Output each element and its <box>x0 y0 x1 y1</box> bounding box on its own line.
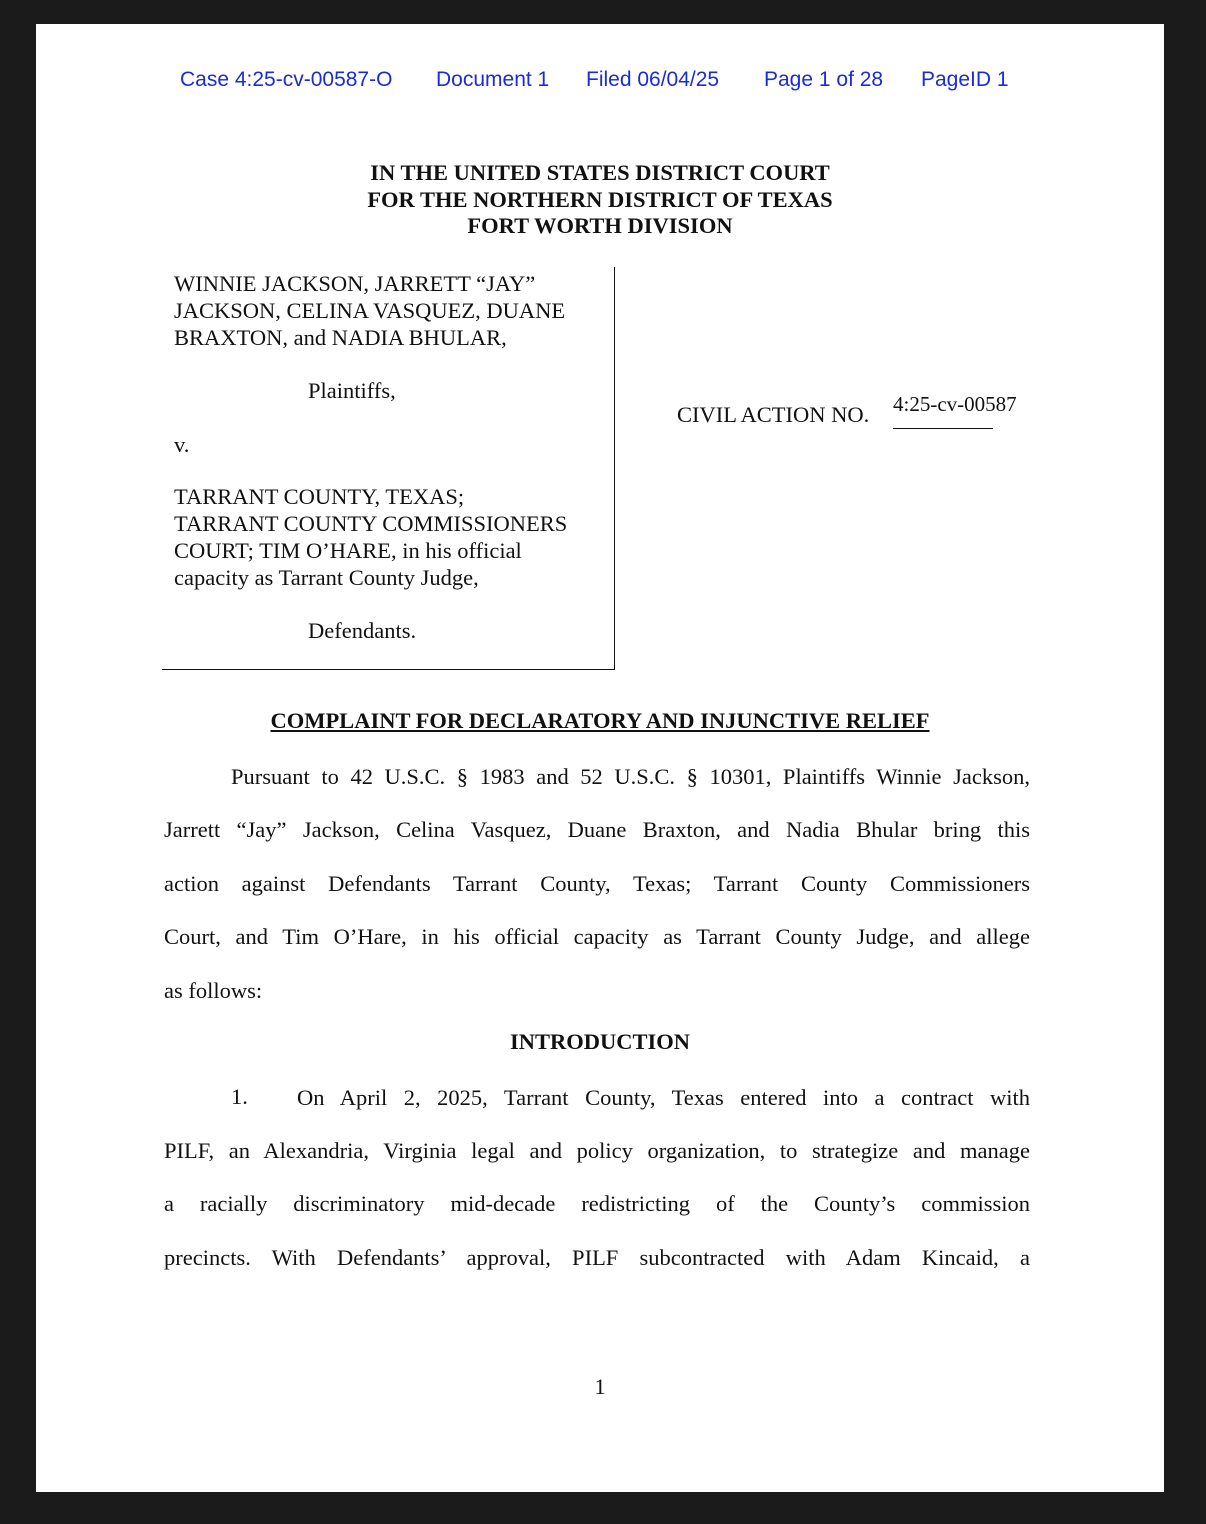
versus-label: v. <box>174 432 190 457</box>
defendants-names <box>174 483 567 591</box>
court-title-line: IN THE UNITED STATES DISTRICT COURT <box>370 160 830 185</box>
defendants-line: capacity as Tarrant County Judge, <box>174 565 479 590</box>
page-number: 1 <box>594 1374 606 1399</box>
intro-paragraph-line: as follows: <box>164 978 263 1003</box>
document-number-stamp: Document 1 <box>436 68 550 91</box>
section-heading-introduction: INTRODUCTION <box>509 1029 691 1054</box>
paragraph-1-line: PILF, an Alexandria, Virginia legal and policy organization, to strategize and manage <box>164 1138 1030 1163</box>
intro-paragraph-line: Court, and Tim O’Hare, in his official capacity as Tarrant County Judge, and allege <box>164 924 1030 949</box>
paragraph-number: 1. <box>231 1084 248 1109</box>
court-title-line: FORT WORTH DIVISION <box>467 213 733 238</box>
defendants-line: TARRANT COUNTY COMMISSIONERS <box>174 511 568 536</box>
case-number-stamp: Case 4:25-cv-00587-O <box>180 68 393 91</box>
case-number-blank-line <box>893 428 993 429</box>
intro-paragraph-line: Pursuant to 42 U.S.C. § 1983 and 52 U.S.C. § 10301, Plaintiffs Winnie Jackson, <box>231 764 1030 789</box>
complaint-title: COMPLAINT FOR DECLARATORY AND INJUNCTIVE RELIEF <box>270 708 930 733</box>
defendants-line: TARRANT COUNTY, TEXAS; <box>174 484 465 509</box>
plaintiffs-names <box>174 270 565 351</box>
paragraph-1-line: a racially discriminatory mid-decade redistricting of the County’s commission <box>164 1191 1030 1216</box>
paragraph-1-line: On April 2, 2025, Tarrant County, Texas entered into a contract with <box>297 1085 1030 1110</box>
court-title-line: FOR THE NORTHERN DISTRICT OF TEXAS <box>367 186 833 212</box>
plaintiffs-line: JACKSON, CELINA VASQUEZ, DUANE <box>174 298 566 323</box>
plaintiffs-line: WINNIE JACKSON, JARRETT “JAY” <box>174 271 536 296</box>
civil-action-number: 4:25-cv-00587 <box>893 392 1017 416</box>
page-count-stamp: Page 1 of 28 <box>764 68 884 91</box>
civil-action-label: CIVIL ACTION NO. <box>677 402 870 427</box>
defendants-line: COURT; TIM O’HARE, in his official <box>174 538 522 563</box>
document-page <box>36 24 1164 1492</box>
intro-paragraph-line: Jarrett “Jay” Jackson, Celina Vasquez, Duane Braxton, and Nadia Bhular bring this <box>164 817 1030 842</box>
page-id-stamp: PageID 1 <box>921 68 1009 91</box>
court-title <box>36 160 1164 240</box>
plaintiffs-label: Plaintiffs, <box>308 378 396 403</box>
filed-date-stamp: Filed 06/04/25 <box>586 68 720 91</box>
intro-paragraph-line: action against Defendants Tarrant County, Texas; Tarrant County Commissioners <box>164 871 1030 896</box>
plaintiffs-line: BRAXTON, and NADIA BHULAR, <box>174 325 507 350</box>
defendants-label: Defendants. <box>308 618 417 643</box>
paragraph-1-line: precincts. With Defendants’ approval, PILF subcontracted with Adam Kincaid, a <box>164 1245 1030 1270</box>
